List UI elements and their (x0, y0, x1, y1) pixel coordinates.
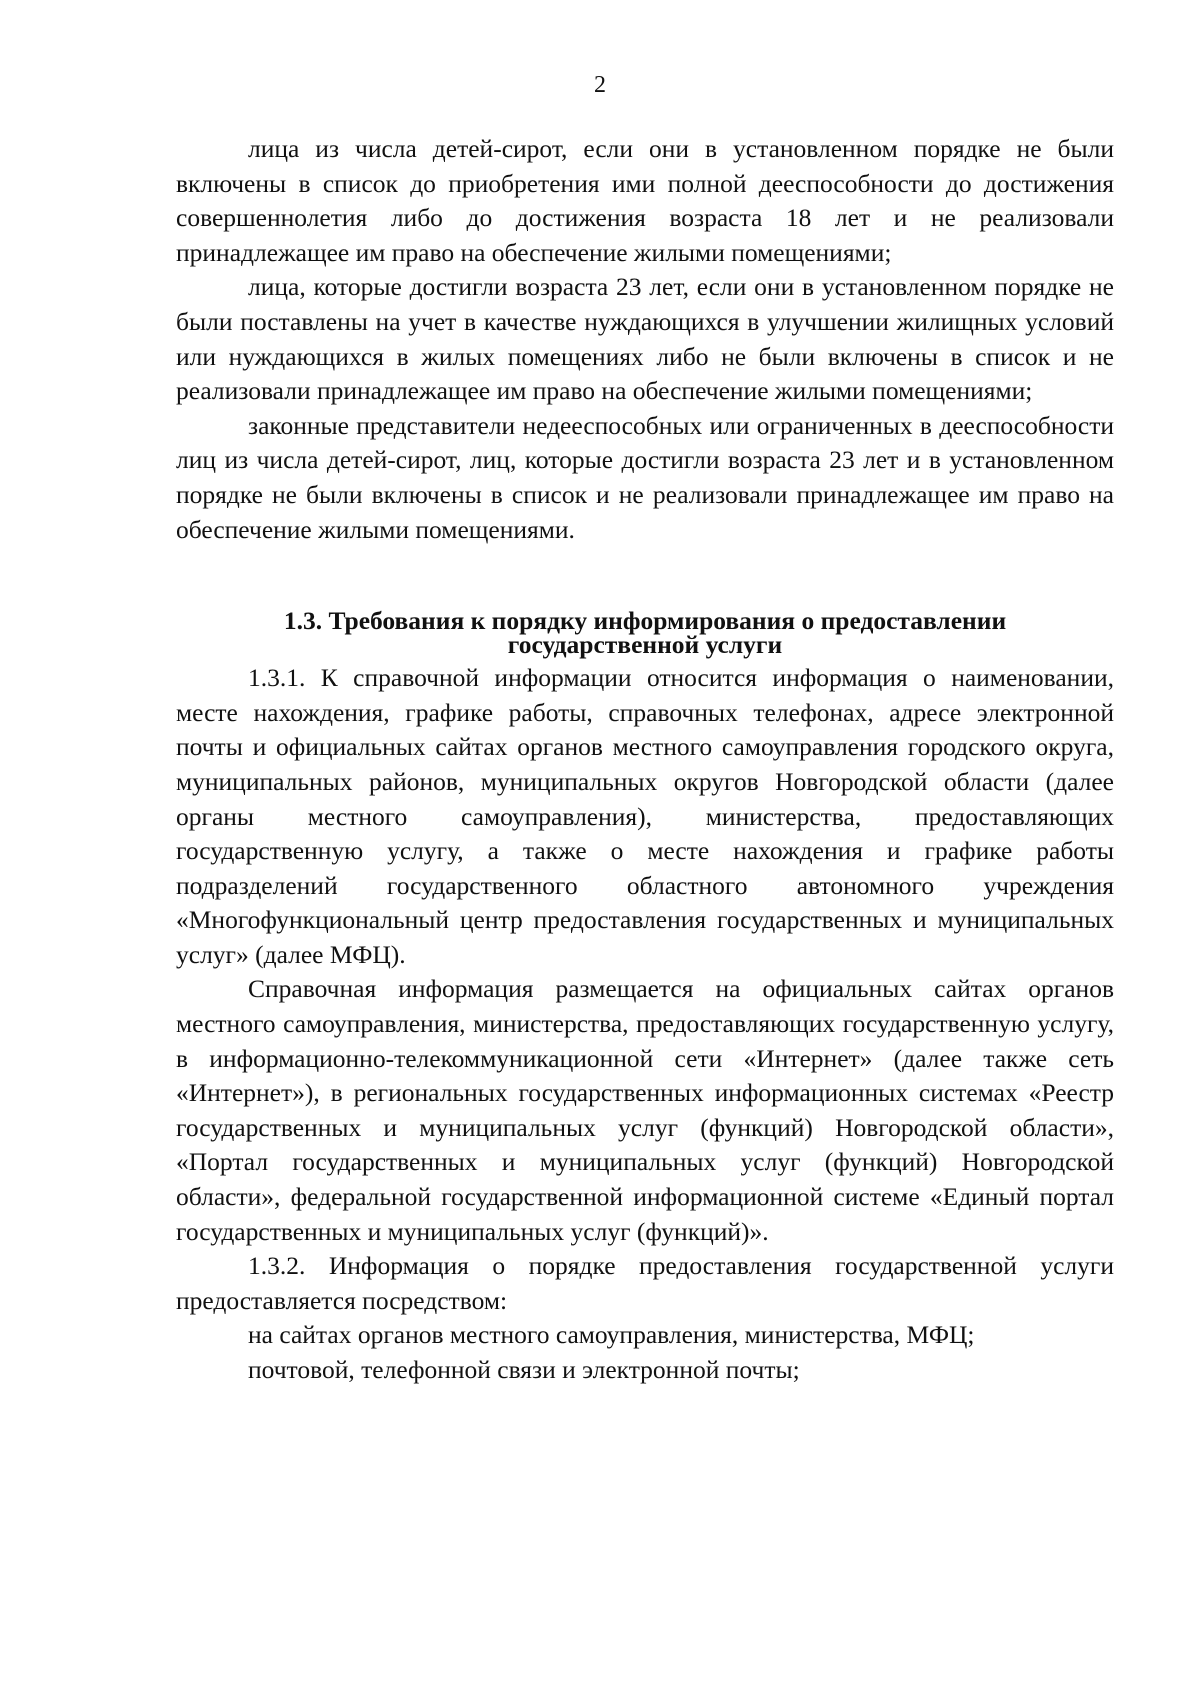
section-heading (176, 606, 1114, 660)
paragraph-reference-info-placement: Справочная информация размещается на официальных сайтах органов местного самоуправления, министерства, предоставляющих государственную услугу, в информационно-телекоммуникационной сети «Интернет» (далее также сеть «Интернет»), в региональных государственных информационных системах «Реестр государственных и муниципальных услуг (функций) Новгородской области», «Портал государственных и муниципальных услуг (функций) Новгородской области», федеральной государственной информационной системе «Единый портал государственных и муниципальных услуг (функций)». (176, 974, 1114, 1246)
paragraph-orphans-not-included: лица из числа детей-сирот, если они в установленном порядке не были включены в список до приобретения ими полной дееспособности до достижения совершеннолетия либо до достижения возраста 18 лет и не реализовали принадлежащее им право на обеспечение жилыми помещениями; (176, 134, 1114, 267)
paragraph-legal-representatives: законные представители недееспособных или ограниченных в дееспособности лиц из числа детей-сирот, лиц, которые достигли возраста 23 лет и в установленном порядке не были включены в список и не реализовали принадлежащее им право на обеспечение жилыми помещениями. (176, 410, 1114, 544)
paragraph-1-3-1: 1.3.1. К справочной информации относится информация о наименовании, месте нахождения, графике работы, справочных телефонах, адресе электронной почты и официальных сайтах органов местного самоуправления городского округа, муниципальных районов, муниципальных округов Новгородской области (далее органы местного самоуправления), министерства, предоставляющих государственную услугу, а также о месте нахождения и графике работы подразделений государственного областного автономного учреждения «Многофункциональный центр предоставления государственных и муниципальных услуг» (далее МФЦ). (176, 663, 1114, 969)
paragraph-persons-over-23: лица, которые достигли возраста 23 лет, если они в установленном порядке не были поставлены на учет в качестве нуждающихся в улучшении жилищных условий или нуждающихся в жилых помещениях либо не были включены в список и не реализовали принадлежащее им право на обеспечение жилыми помещениями; (176, 272, 1114, 406)
list-item-postal-phone-email: почтовой, телефонной связи и электронной почты; (248, 1355, 800, 1384)
document-body (176, 132, 1114, 1388)
list-item-websites: на сайтах органов местного самоуправления, министерства, МФЦ; (248, 1320, 975, 1350)
section-heading-line-1: 1.3. Требования к порядку информирования о предоставлении (283, 606, 1007, 636)
paragraph-1-3-2: 1.3.2. Информация о порядке предоставления государственной услуги предоставляется посредством: (176, 1251, 1114, 1315)
page-number: 2 (594, 72, 606, 98)
section-heading-line-2: государственной услуги (507, 630, 783, 660)
